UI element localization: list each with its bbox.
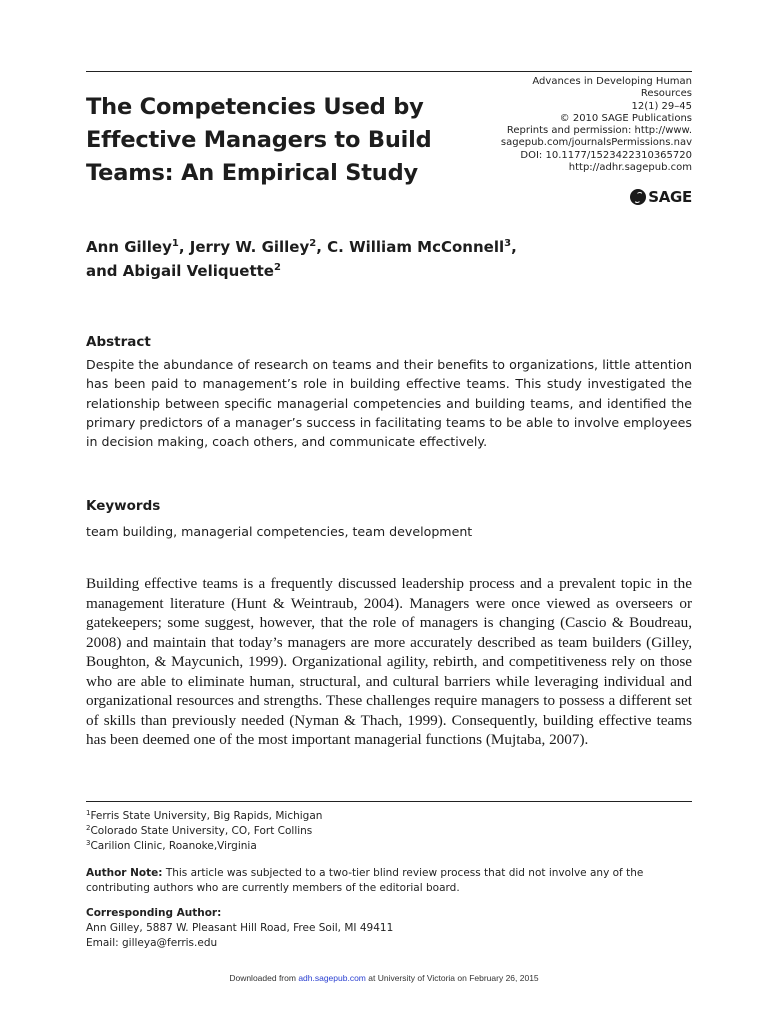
keywords-text: team building, managerial competencies, team development: [86, 524, 473, 539]
journal-doi[interactable]: DOI: 10.1177/1523422310365720: [520, 149, 692, 161]
download-prefix: Downloaded from: [229, 973, 299, 983]
author-note-text: This article was subjected to a two-tier blind review process that did not involve any of the contributing authors who are currently members of the editorial board.: [86, 867, 644, 894]
affiliation-item: [86, 809, 692, 824]
corresponding-author-heading: Corresponding Author:: [86, 907, 222, 919]
journal-reprints-2[interactable]: sagepub.com/journalsPermissions.nav: [500, 137, 692, 149]
journal-name-line-1: Advances in Developing Human: [532, 76, 692, 87]
affiliation-text: Ferris State University, Big Rapids, Michigan: [90, 810, 323, 822]
author-name: Ann Gilley: [86, 238, 172, 256]
top-rule: [86, 71, 692, 72]
author-separator: ,: [511, 238, 517, 256]
author-list: [86, 235, 692, 283]
author-name: C. William McConnell: [327, 238, 505, 256]
corresponding-author-email[interactable]: Email: gilleya@ferris.edu: [86, 937, 218, 949]
affiliation-marker: 3: [504, 238, 512, 249]
affiliation-number: 2: [86, 824, 91, 832]
author-note: [86, 866, 692, 896]
title-line-2: Effective Managers to Build: [86, 127, 432, 153]
author-name: Abigail Veliquette: [122, 262, 274, 280]
download-notice: [0, 973, 768, 983]
journal-name-line-2: Resources: [640, 88, 692, 100]
corresponding-author: [86, 906, 692, 951]
corresponding-author-address: Ann Gilley, 5887 W. Pleasant Hill Road, Free Soil, MI 49411: [86, 922, 394, 934]
title-line-1: The Competencies Used by: [86, 94, 424, 120]
sage-logo-icon: [630, 189, 646, 205]
affiliation-marker: 1: [171, 238, 179, 249]
abstract-text: Despite the abundance of research on teams and their benefits to organizations, little attention has been paid to management’s role in building effective teams. This study investigated the relationship between specific managerial competencies and building teams, and identified the primary predictors of a manager’s success in facilitating teams to be able to involve employees in decision making, coach others, and communicate effectively.: [86, 357, 692, 450]
author-name: Jerry W. Gilley: [189, 238, 310, 256]
author-note-label: Author Note:: [86, 867, 163, 879]
abstract-heading: Abstract: [86, 334, 151, 350]
journal-copyright: © 2010 SAGE Publications: [559, 112, 692, 124]
footnote-rule: [86, 801, 692, 802]
sage-logo-text: SAGE: [648, 188, 692, 206]
affiliation-marker: 2: [309, 238, 317, 249]
affiliation-number: 3: [86, 839, 91, 847]
keywords-heading: Keywords: [86, 498, 161, 514]
article-title: [86, 91, 486, 190]
affiliation-item: [86, 839, 692, 854]
author-separator: ,: [178, 238, 190, 256]
affiliation-text: Carilion Clinic, Roanoke,Virginia: [90, 840, 257, 852]
body-paragraph: Building effective teams is a frequently discussed leadership process and a prevalent topic in the management literature (Hunt & Weintraub, 2004). Managers were once viewed as overseers or gatekeepers; some suggest, however, that the role of managers is changing (Cascio & Boudreau, 2008) and maintain that today’s managers are more accurately described as team builders (Gilley, Boughton, & Maycunich, 1999). Organizational agility, rebirth, and competitiveness rely on those who are able to eliminate human, structural, and cultural barriers while leveraging individual and organizational resources and strengths. These challenges require managers to possess a different set of skills than previously needed (Nyman & Thach, 1999). Consequently, building effective teams has been deemed one of the most important managerial functions (Mujtaba, 2007).: [86, 575, 692, 748]
journal-reprints-1[interactable]: Reprints and permission: http://www.: [506, 125, 692, 137]
sage-logo: [630, 187, 692, 207]
author-conjunction: and: [86, 262, 123, 280]
journal-volume: 12(1) 29–45: [631, 100, 692, 112]
affiliation-item: [86, 824, 692, 839]
download-link[interactable]: adh.sagepub.com: [298, 973, 366, 983]
download-suffix: at University of Victoria on February 26, 2015: [365, 973, 539, 983]
affiliation-marker: 2: [273, 262, 281, 273]
affiliations: [86, 809, 692, 854]
journal-info: [432, 76, 692, 174]
affiliation-text: Colorado State University, CO, Fort Collins: [90, 825, 313, 837]
affiliation-number: 1: [86, 809, 91, 817]
journal-url[interactable]: http://adhr.sagepub.com: [568, 162, 692, 174]
title-line-3: Teams: An Empirical Study: [86, 160, 418, 186]
author-separator: ,: [316, 238, 328, 256]
